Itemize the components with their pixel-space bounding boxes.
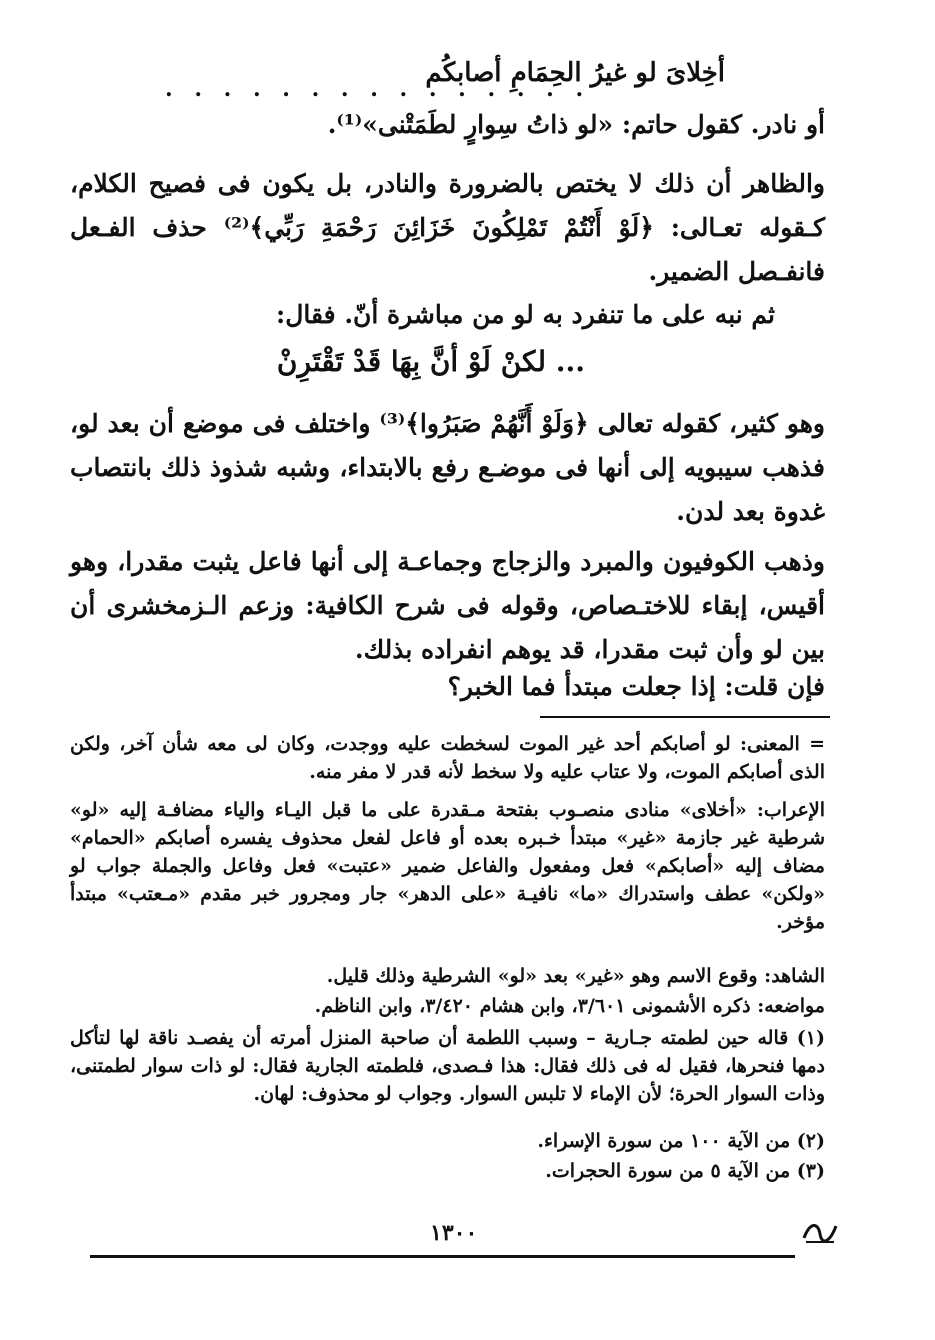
example-line: أو نادر. كقول حاتم: «لو ذاتُ سِوارٍ لطَمَتْنى»⁽¹⁾.: [327, 110, 825, 139]
paragraph-1: والظاهر أن ذلك لا يختص بالضرورة والنادر، بل يكون فى فصيح الكلام، كـقوله تعـالى: ﴿لَوْ أَنْتُمْ تَمْلِكُونَ خَزَائِنَ رَحْمَةِ رَبِّي﴾⁽²⁾ حذف الفـعل فانفـصل الضمير.: [70, 169, 825, 286]
page-number: ١٣٠٠: [430, 1220, 478, 1246]
ellipsis-dots: . . . . . . . . . . . . . . .: [165, 76, 591, 102]
paragraph-3: وهو كثير، كقوله تعالى ﴿وَلَوْ أَنَّهُمْ صَبَرُوا﴾⁽³⁾ واختلف فى موضع أن بعد لو، فذهب سيبويه إلى أنها فى موضـع رفع بالابتداء، وشبه شذوذ ذلك بانتصاب غدوة بعد لدن.: [70, 409, 826, 526]
footnote-shahid: الشاهد: وقوع الاسم وهو «غير» بعد «لو» الشرطية وذلك قليل.: [326, 965, 825, 987]
footnote-2: (٢) من الآية ١٠٠ من سورة الإسراء.: [537, 1130, 825, 1152]
footnote-meaning: = المعنى: لو أصابكم أحد غير الموت لسخطت عليه ووجدت، وكان لى معه شأن آخر، ولكن الذى أصابكم الموت، ولا عتاب عليه ولا سخط لأنه قدر لا مفر منه.: [70, 733, 825, 783]
paragraph-5: فإن قلت: إذا جعلت مبتدأ فما الخبر؟: [447, 672, 825, 701]
paragraph-4: وذهب الكوفيون والمبرد والزجاج وجماعـة إلى أنها فاعل يثبت مقدرا، وهو أقيس، إبقاء للاختـصاص، وقوله فى شرح الكافية: وزعم الـزمخشرى أن بين لو وأن ثبت مقدرا، قد يوهم انفراده بذلك.: [70, 547, 825, 664]
footnote-mawadi: مواضعه: ذكره الأشمونى ٣/٦٠١، وابن هشام ٣/٤٢٠، وابن الناظم.: [314, 995, 825, 1017]
footnote-irab: الإعراب: «أخلاى» منادى منصـوب بفتحة مـقدرة على ما قبل اليـاء والياء مضافـة إليه «لو» شرطية غير جازمة «غير» مبتدأ خـبره بعده أو فاعل لفعل محذوف يفسره أصابكم «الحمام» مضاف إليه «أصابكم» فعل ومفعول والفاعل ضمير «عتبت» فعل وفاعل والجملة جواب لو «ولكن» عطف واستدراك «ما» نافيـة «على الدهر» جار ومجرور خبر مقدم «مـعتب» مبتدأ مؤخر.: [70, 799, 825, 933]
footnote-separator: [540, 716, 830, 718]
paragraph-2: ثم نبه على ما تنفرد به لو من مباشرة أنّ. فقال:: [276, 300, 775, 329]
footnote-1: (١) قاله حين لطمته جـارية – وسبب اللطمة أن صاحبة المنزل أمرته أن يفصـد ناقة لها لتأكل دمها فنحرها، فقيل له فى ذلك فقال: هذا فـصدى، فلطمته الجارية فقال: لو ذات سوار لطمتنى، وذات السوار الحرة؛ لأن الإماء لا تلبس السوار. وجواب لو محذوف: لهان.: [70, 1027, 825, 1105]
footnote-3: (٣) من الآية ٥ من سورة الحجرات.: [545, 1160, 825, 1182]
verse-line-2: ... لكنْ لَوْ أنَّ بِهَا قَدْ تَقْتَرِنْ: [276, 345, 585, 378]
verse-line-1: أخِلاىَ لو غيرُ الحِمَامِ أصابكُم: [425, 58, 725, 88]
page-bottom-rule: [90, 1255, 795, 1258]
publisher-mark-icon: [800, 1218, 840, 1246]
